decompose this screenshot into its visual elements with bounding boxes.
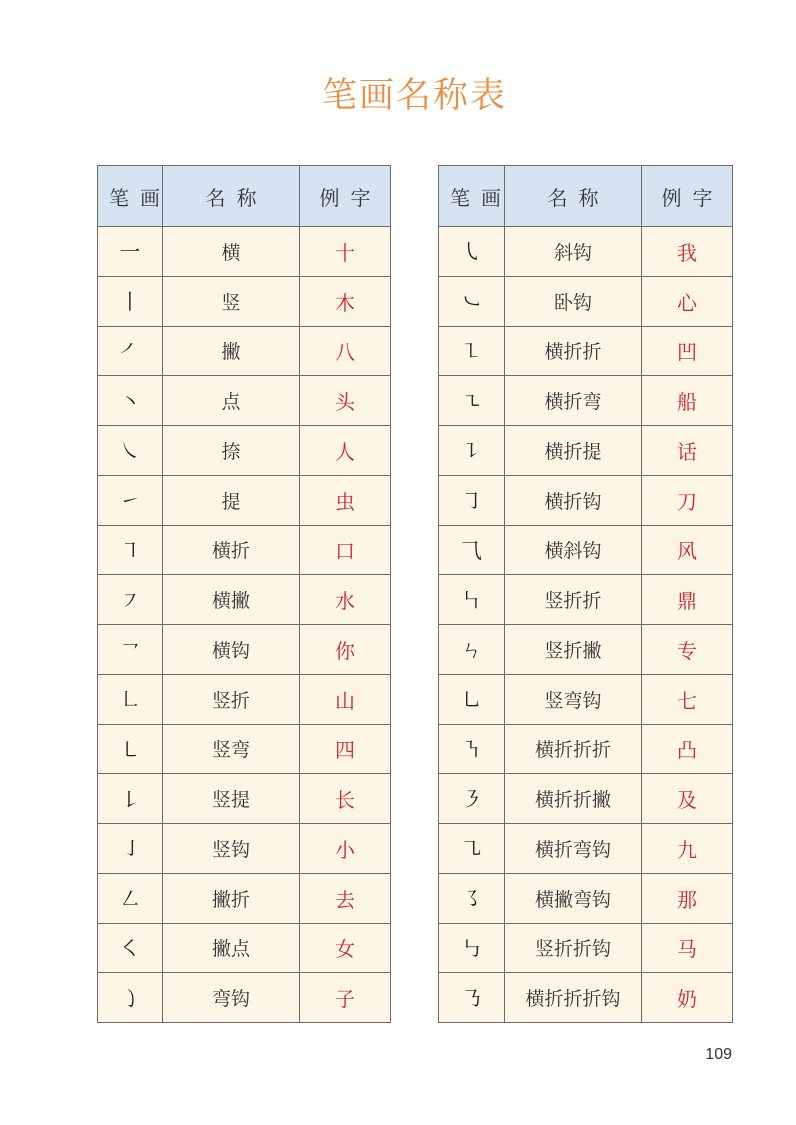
example-character: 山	[300, 674, 391, 724]
stroke-glyph: ㇟	[439, 674, 505, 724]
table-row	[98, 923, 391, 973]
example-character: 专	[642, 625, 733, 675]
page-title: 笔画名称表	[321, 76, 507, 116]
page-number: 109	[705, 1046, 732, 1063]
stroke-glyph: ㇛	[98, 923, 163, 973]
table-row	[98, 376, 391, 426]
table-row	[439, 525, 733, 575]
stroke-glyph: ㇉	[439, 923, 505, 973]
stroke-glyph: ㇚	[98, 824, 163, 874]
table-row	[439, 674, 733, 724]
example-character: 四	[300, 724, 391, 774]
stroke-glyph: ㇖	[98, 625, 163, 675]
example-character: 刀	[642, 475, 733, 525]
stroke-name: 斜钩	[505, 227, 642, 277]
stroke-glyph: ㇌	[439, 873, 505, 923]
example-character: 虫	[300, 475, 391, 525]
stroke-glyph: 丨	[98, 276, 163, 326]
header-example: 例字	[300, 166, 391, 227]
header-name: 名称	[505, 166, 642, 227]
header-stroke: 笔画	[98, 166, 163, 227]
table-row	[98, 227, 391, 277]
example-character: 话	[642, 426, 733, 476]
stroke-name: 捺	[163, 426, 300, 476]
stroke-glyph: ㇕	[98, 525, 163, 575]
stroke-glyph: ㇃	[439, 276, 505, 326]
example-character: 女	[300, 923, 391, 973]
table-row	[439, 923, 733, 973]
stroke-glyph: ㇊	[439, 426, 505, 476]
example-character: 船	[642, 376, 733, 426]
example-character: 八	[300, 326, 391, 376]
table-row	[439, 326, 733, 376]
stroke-name: 横	[163, 227, 300, 277]
example-character: 及	[642, 774, 733, 824]
stroke-name: 竖钩	[163, 824, 300, 874]
stroke-glyph: ㇎	[439, 724, 505, 774]
table-row	[98, 674, 391, 724]
stroke-name: 竖折折	[505, 575, 642, 625]
stroke-glyph: ㇜	[98, 873, 163, 923]
stroke-glyph: 一	[98, 227, 163, 277]
table-row	[98, 276, 391, 326]
example-character: 去	[300, 873, 391, 923]
stroke-name: 横折提	[505, 426, 642, 476]
stroke-name: 撇折	[163, 873, 300, 923]
stroke-glyph: ㇋	[439, 774, 505, 824]
table-header-row	[439, 166, 733, 227]
stroke-name: 横撇弯钩	[505, 873, 642, 923]
header-name: 名称	[163, 166, 300, 227]
table-row	[439, 426, 733, 476]
example-character: 风	[642, 525, 733, 575]
stroke-name: 撇点	[163, 923, 300, 973]
table-row	[439, 276, 733, 326]
example-character: 木	[300, 276, 391, 326]
stroke-name: 竖弯	[163, 724, 300, 774]
stroke-table-left	[97, 165, 391, 1023]
stroke-glyph: ㇍	[439, 376, 505, 426]
stroke-glyph: ㇅	[439, 326, 505, 376]
stroke-name: 横斜钩	[505, 525, 642, 575]
table-row	[439, 724, 733, 774]
header-stroke: 笔画	[439, 166, 505, 227]
example-character: 七	[642, 674, 733, 724]
example-character: 子	[300, 973, 391, 1023]
example-character: 十	[300, 227, 391, 277]
example-character: 长	[300, 774, 391, 824]
stroke-name: 横折折折	[505, 724, 642, 774]
table-row	[98, 625, 391, 675]
example-character: 马	[642, 923, 733, 973]
table-row	[98, 724, 391, 774]
table-body	[98, 227, 391, 1023]
table-row	[98, 824, 391, 874]
stroke-name: 横折钩	[505, 475, 642, 525]
stroke-glyph: ㇂	[439, 227, 505, 277]
stroke-name: 横折折撇	[505, 774, 642, 824]
table-row	[439, 873, 733, 923]
stroke-name: 竖	[163, 276, 300, 326]
stroke-glyph: ㄣ	[439, 625, 505, 675]
stroke-table-right	[438, 165, 733, 1023]
stroke-name: 横折折折钩	[505, 973, 642, 1023]
stroke-glyph: ㇄	[98, 724, 163, 774]
table-row	[439, 575, 733, 625]
example-character: 心	[642, 276, 733, 326]
table-row	[439, 973, 733, 1023]
example-character: 头	[300, 376, 391, 426]
stroke-glyph: ㇔	[98, 376, 163, 426]
stroke-glyph: ㇆	[439, 475, 505, 525]
stroke-name: 横折	[163, 525, 300, 575]
stroke-name: 横钩	[163, 625, 300, 675]
stroke-name: 竖折	[163, 674, 300, 724]
stroke-name: 撇	[163, 326, 300, 376]
stroke-name: 横折弯钩	[505, 824, 642, 874]
example-character: 凹	[642, 326, 733, 376]
stroke-name: 竖折折钩	[505, 923, 642, 973]
table-body	[439, 227, 733, 1023]
table-row	[98, 326, 391, 376]
stroke-name: 竖弯钩	[505, 674, 642, 724]
stroke-glyph: ⺄	[439, 525, 505, 575]
example-character: 九	[642, 824, 733, 874]
stroke-name: 卧钩	[505, 276, 642, 326]
example-character: 口	[300, 525, 391, 575]
stroke-glyph: ㇀	[98, 475, 163, 525]
table-row	[439, 824, 733, 874]
stroke-name: 弯钩	[163, 973, 300, 1023]
stroke-name: 横撇	[163, 575, 300, 625]
example-character: 奶	[642, 973, 733, 1023]
stroke-name: 竖折撇	[505, 625, 642, 675]
example-character: 凸	[642, 724, 733, 774]
stroke-name: 横折折	[505, 326, 642, 376]
example-character: 水	[300, 575, 391, 625]
stroke-glyph: ㇙	[98, 774, 163, 824]
stroke-name: 横折弯	[505, 376, 642, 426]
table-row	[439, 376, 733, 426]
table-row	[439, 625, 733, 675]
stroke-glyph: ㇈	[439, 824, 505, 874]
table-header-row	[98, 166, 391, 227]
table-row	[439, 774, 733, 824]
stroke-glyph: ㇒	[98, 326, 163, 376]
stroke-glyph: ㇏	[98, 426, 163, 476]
stroke-glyph: ㇗	[98, 674, 163, 724]
table-row	[98, 973, 391, 1023]
table-row	[439, 227, 733, 277]
example-character: 小	[300, 824, 391, 874]
table-row	[98, 575, 391, 625]
table-row	[439, 475, 733, 525]
stroke-glyph: ㇡	[439, 973, 505, 1023]
stroke-glyph: ㇁	[98, 973, 163, 1023]
example-character: 你	[300, 625, 391, 675]
table-row	[98, 426, 391, 476]
table-row	[98, 873, 391, 923]
table-row	[98, 475, 391, 525]
stroke-name: 提	[163, 475, 300, 525]
header-example: 例字	[642, 166, 733, 227]
stroke-glyph: ㇞	[439, 575, 505, 625]
example-character: 鼎	[642, 575, 733, 625]
table-row	[98, 774, 391, 824]
stroke-glyph: ㇇	[98, 575, 163, 625]
stroke-name: 竖提	[163, 774, 300, 824]
table-row	[98, 525, 391, 575]
example-character: 那	[642, 873, 733, 923]
example-character: 我	[642, 227, 733, 277]
stroke-name: 点	[163, 376, 300, 426]
example-character: 人	[300, 426, 391, 476]
